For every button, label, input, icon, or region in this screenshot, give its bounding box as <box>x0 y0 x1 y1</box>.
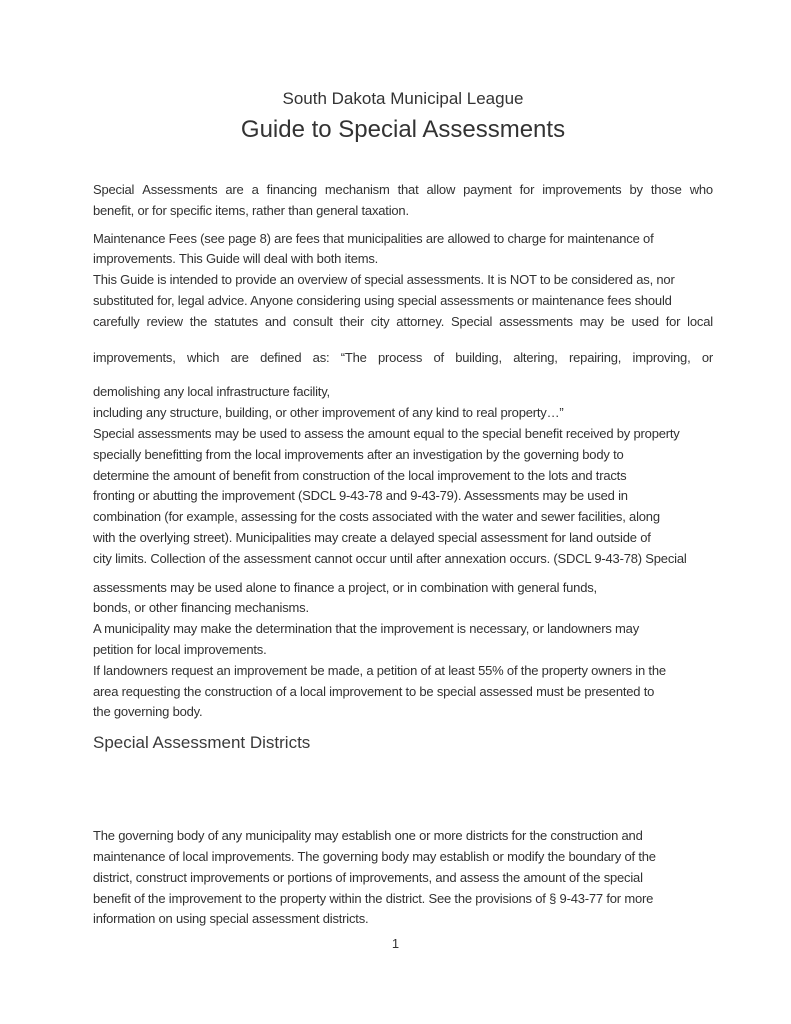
word: improvements, <box>93 349 176 365</box>
text-line: district, construct improvements or portions of improvements, and assess the amount of the special <box>93 869 643 885</box>
word: which <box>186 349 220 365</box>
text-line: determine the amount of benefit from construction of the local improvement to the lots and tracts <box>93 467 627 483</box>
word: repairing, <box>569 349 622 365</box>
text-line: substituted for, legal advice. Anyone considering using special assessments or maintenance fees should <box>93 292 672 308</box>
text-line: area requesting the construction of a local improvement to be special assessed must be presented to <box>93 683 655 699</box>
text-line: benefit, or for specific items, rather than general taxation. <box>93 202 409 218</box>
word: “The <box>340 349 367 365</box>
word: as: <box>312 349 330 365</box>
paragraph <box>93 348 713 369</box>
word: their <box>339 313 364 329</box>
word: the <box>189 313 208 329</box>
word: or <box>701 349 713 365</box>
word: building, <box>455 349 502 365</box>
word: attorney. <box>396 313 445 329</box>
document-content <box>93 0 713 930</box>
word: may <box>579 313 604 329</box>
word: a <box>251 182 259 197</box>
text-line: A municipality may make the determination that the improvement is necessary, or landowners may <box>93 621 639 637</box>
doc-title: South Dakota Municipal League <box>282 89 524 108</box>
word: for <box>665 313 681 329</box>
word: payment <box>463 182 512 197</box>
word: improving, <box>632 349 691 365</box>
text-line: combination (for example, assessing for the costs associated with the water and sewer facilities, along <box>93 509 660 525</box>
word: be <box>610 313 625 329</box>
text-line: with the overlying street). Municipalities may create a delayed special assessment for land outside of <box>93 529 651 545</box>
word: allow <box>426 182 456 197</box>
document-body <box>93 180 713 930</box>
word: financing <box>266 182 317 197</box>
section-heading: Special Assessment Districts <box>93 733 311 753</box>
word: for <box>519 182 535 197</box>
word: city <box>370 313 390 329</box>
text-line <box>93 348 713 369</box>
word: Special <box>93 182 135 197</box>
word: defined <box>260 349 302 365</box>
word: Special <box>451 313 493 329</box>
text-line: information on using special assessment districts. <box>93 911 369 927</box>
word: and <box>264 313 286 329</box>
paragraph <box>93 826 713 930</box>
text-line: benefit of the improvement to the property within the district. See the provisions of § 9-43-77 for more <box>93 890 654 906</box>
text-line: If landowners request an improvement be made, a petition of at least 55% of the property owners in the <box>93 662 666 678</box>
word: Assessments <box>142 182 218 197</box>
word: carefully <box>93 313 140 329</box>
text-line: improvements. This Guide will deal with both items. <box>93 251 379 267</box>
word: process <box>378 349 423 365</box>
text-line: city limits. Collection of the assessment cannot occur until after annexation occurs. (SDCL 9-43-78) Special <box>93 550 687 566</box>
text-line: petition for local improvements. <box>93 641 267 657</box>
paragraph <box>93 578 713 724</box>
word: are <box>225 182 244 197</box>
text-line <box>93 180 713 201</box>
word: those <box>650 182 682 197</box>
text-line: fronting or abutting the improvement (SDCL 9-43-78 and 9-43-79). Assessments may be used in <box>93 488 628 504</box>
word: altering, <box>513 349 558 365</box>
text-line: The governing body of any municipality may establish one or more districts for the construction and <box>93 828 643 844</box>
text-line: demolishing any local infrastructure facility, <box>93 384 330 400</box>
text-line <box>93 312 713 333</box>
text-line: Maintenance Fees (see page 8) are fees that municipalities are allowed to charge for maintenance of <box>93 230 654 246</box>
text-line: including any structure, building, or other improvement of any kind to real property…” <box>93 405 564 421</box>
word: of <box>433 349 444 365</box>
text-line: bonds, or other financing mechanisms. <box>93 600 309 616</box>
word: consult <box>292 313 333 329</box>
text-line: the governing body. <box>93 704 203 720</box>
word: are <box>230 349 249 365</box>
word: review <box>146 313 183 329</box>
text-line: maintenance of local improvements. The governing body may establish or modify the boundary of the <box>93 848 656 864</box>
word: by <box>629 182 643 197</box>
word: mechanism <box>324 182 390 197</box>
doc-subtitle: Guide to Special Assessments <box>240 116 566 143</box>
word: improvements <box>542 182 622 197</box>
text-line: assessments may be used alone to finance a project, or in combination with general funds, <box>93 579 597 595</box>
paragraph <box>93 229 713 333</box>
paragraph <box>93 382 713 569</box>
word: who <box>689 182 713 197</box>
word: local <box>687 313 713 329</box>
word: statutes <box>214 313 259 329</box>
page-number: 1 <box>391 936 400 951</box>
word: that <box>397 182 419 197</box>
text-line: specially benefitting from the local improvements after an investigation by the governing body to <box>93 446 624 462</box>
word: used <box>631 313 659 329</box>
text-line: Special assessments may be used to assess the amount equal to the special benefit received by property <box>93 425 680 441</box>
text-line: This Guide is intended to provide an overview of special assessments. It is NOT to be considered as, nor <box>93 272 675 288</box>
paragraph <box>93 180 713 222</box>
word: assessments <box>499 313 573 329</box>
